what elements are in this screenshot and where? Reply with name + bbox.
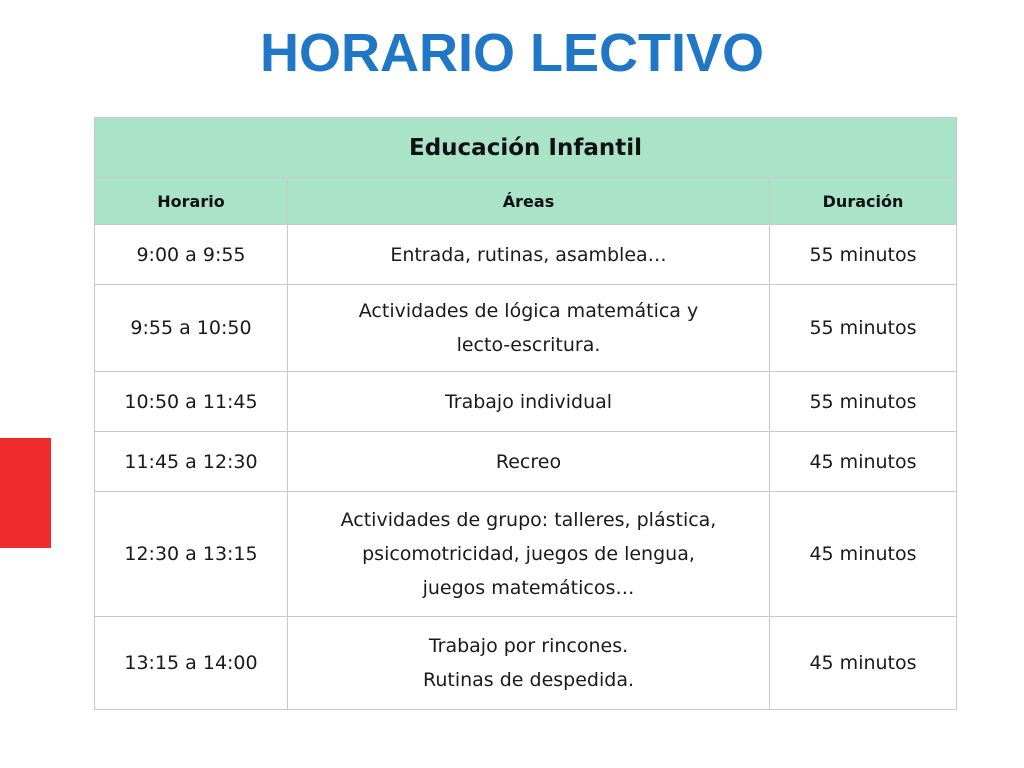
cell-horario: 10:50 a 11:45 bbox=[95, 372, 288, 432]
cell-horario: 11:45 a 12:30 bbox=[95, 432, 288, 492]
cell-areas bbox=[288, 617, 770, 710]
table-row bbox=[95, 372, 957, 432]
table-row bbox=[95, 492, 957, 617]
cell-duracion: 45 minutos bbox=[770, 432, 957, 492]
cell-areas-line: Entrada, rutinas, asamblea… bbox=[390, 243, 667, 266]
cell-areas-line: Trabajo individual bbox=[444, 390, 613, 413]
side-accent-bar bbox=[0, 438, 51, 548]
column-header-areas: Áreas bbox=[288, 178, 770, 225]
cell-areas-line: juegos matemáticos… bbox=[422, 577, 635, 599]
cell-areas-line: Rutinas de despedida. bbox=[422, 669, 634, 691]
column-header-duracion: Duración bbox=[770, 178, 957, 225]
cell-duracion: 55 minutos bbox=[770, 225, 957, 285]
cell-horario: 13:15 a 14:00 bbox=[95, 617, 288, 710]
cell-areas bbox=[288, 285, 770, 372]
table-header-row bbox=[95, 178, 957, 225]
column-header-horario: Horario bbox=[95, 178, 288, 225]
table-caption bbox=[95, 118, 957, 178]
table-body bbox=[95, 225, 957, 710]
schedule-table bbox=[94, 117, 957, 710]
cell-horario: 9:00 a 9:55 bbox=[95, 225, 288, 285]
cell-duracion: 45 minutos bbox=[770, 617, 957, 710]
cell-areas-line: lecto-escritura. bbox=[456, 334, 601, 356]
cell-duracion: 55 minutos bbox=[770, 285, 957, 372]
table-row bbox=[95, 617, 957, 710]
cell-duracion: 45 minutos bbox=[770, 492, 957, 617]
cell-areas-line: Recreo bbox=[495, 450, 562, 473]
cell-horario: 9:55 a 10:50 bbox=[95, 285, 288, 372]
cell-areas bbox=[288, 432, 770, 492]
table-row bbox=[95, 225, 957, 285]
cell-areas bbox=[288, 372, 770, 432]
cell-areas bbox=[288, 225, 770, 285]
cell-areas-line: psicomotricidad, juegos de lengua, bbox=[362, 543, 695, 565]
table-caption-row bbox=[95, 118, 957, 178]
cell-areas bbox=[288, 492, 770, 617]
cell-areas-line: Actividades de lógica matemática y bbox=[358, 300, 699, 322]
table-row bbox=[95, 432, 957, 492]
table-caption-text: Educación Infantil bbox=[409, 134, 642, 161]
cell-horario: 12:30 a 13:15 bbox=[95, 492, 288, 617]
table-row bbox=[95, 285, 957, 372]
page-title: HORARIO LECTIVO bbox=[259, 23, 764, 83]
cell-areas-line: Trabajo por rincones. bbox=[428, 635, 629, 657]
cell-duracion: 55 minutos bbox=[770, 372, 957, 432]
cell-areas-line: Actividades de grupo: talleres, plástica, bbox=[340, 509, 717, 531]
